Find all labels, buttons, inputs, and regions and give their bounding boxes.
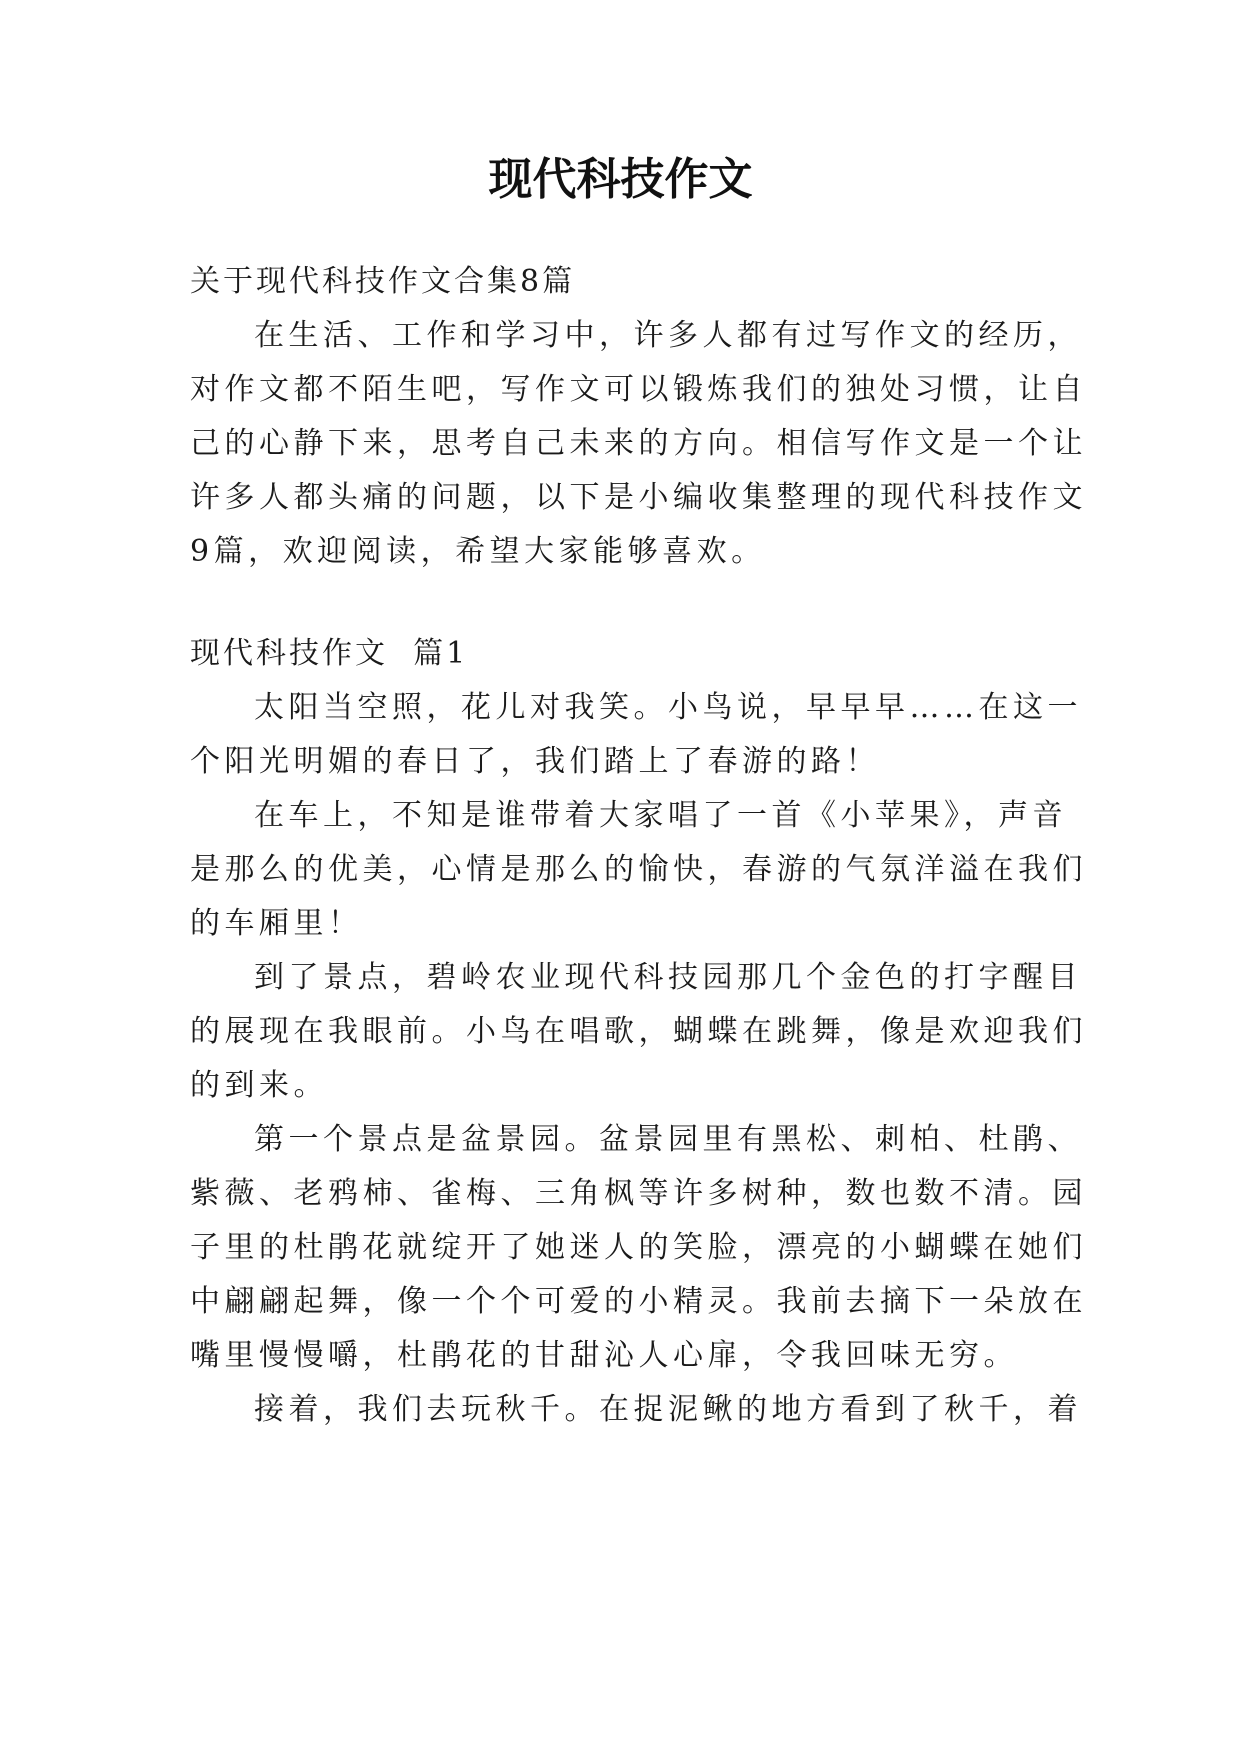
document-title: 现代科技作文 xyxy=(488,154,753,205)
intro-line-1: 在生活、工作和学习中，许多人都有过写作文的经历， xyxy=(254,318,1082,353)
intro-line-3: 己的心静下来，思考自己未来的方向。相信写作文是一个让 xyxy=(190,426,1087,461)
body-line-2: 个阳光明媚的春日了，我们踏上了春游的路！ xyxy=(190,744,880,779)
body-line-13: 嘴里慢慢嚼，杜鹃花的甘甜沁人心扉，令我回味无穷。 xyxy=(190,1338,1018,1373)
intro-line-5: 9篇，欢迎阅读，希望大家能够喜欢。 xyxy=(190,534,766,569)
body-line-9: 第一个景点是盆景园。盆景园里有黑松、刺柏、杜鹃、 xyxy=(254,1122,1082,1157)
body-line-11: 子里的杜鹃花就绽开了她迷人的笑脸，漂亮的小蝴蝶在她们 xyxy=(190,1230,1087,1265)
body-line-7: 的展现在我眼前。小鸟在唱歌，蝴蝶在跳舞，像是欢迎我们 xyxy=(190,1014,1087,1049)
intro-line-2: 对作文都不陌生吧，写作文可以锻炼我们的独处习惯，让自 xyxy=(190,372,1087,407)
body-line-10: 紫薇、老鸦柿、雀梅、三角枫等许多树种，数也数不清。园 xyxy=(190,1176,1087,1211)
body-line-1: 太阳当空照，花儿对我笑。小鸟说，早早早……在这一 xyxy=(254,690,1082,725)
body-line-14: 接着，我们去玩秋千。在捉泥鳅的地方看到了秋千，着 xyxy=(254,1392,1082,1427)
body-line-6: 到了景点，碧岭农业现代科技园那几个金色的打字醒目 xyxy=(254,960,1082,995)
section-heading: 现代科技作文 篇1 xyxy=(190,636,469,671)
body-line-4: 是那么的优美，心情是那么的愉快，春游的气氛洋溢在我们 xyxy=(190,852,1087,887)
intro-line-4: 许多人都头痛的问题，以下是小编收集整理的现代科技作文 xyxy=(190,480,1087,515)
body-line-12: 中翩翩起舞，像一个个可爱的小精灵。我前去摘下一朵放在 xyxy=(190,1284,1087,1319)
body-line-5: 的车厢里！ xyxy=(190,906,363,941)
body-line-8: 的到来。 xyxy=(190,1068,328,1103)
body-line-3: 在车上，不知是谁带着大家唱了一首《小苹果》，声音 xyxy=(254,798,1067,833)
document-subtitle: 关于现代科技作文合集8篇 xyxy=(190,264,576,299)
